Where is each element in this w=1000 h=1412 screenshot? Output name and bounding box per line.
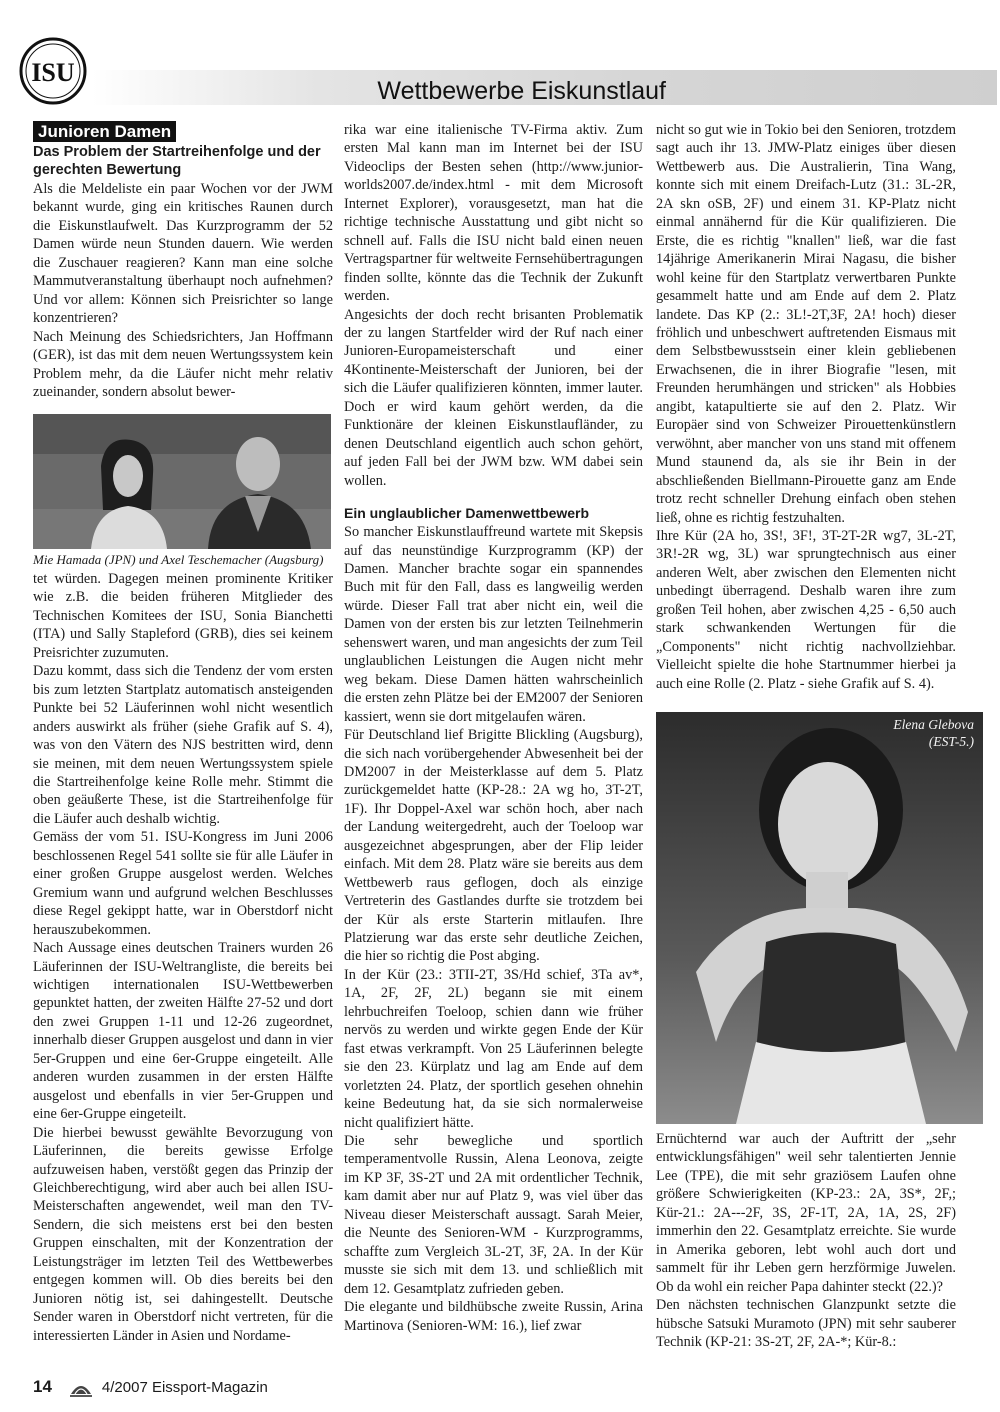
paragraph: Die elegante und bildhübsche zweite Russin, Arina Martinova (Senioren-WM: 16.), lief zwar [344, 1299, 643, 1334]
paragraph: Die sehr bewegliche und sportlich temperamentvolle Russin, Alena Leonova, zeigte im KP 3F, 3S-2T und 2A mit ordentlicher Technik, kam damit aber nur auf Platz 9, was viel über das Niveau dieser Meisterschaft aussagt. Sarah Meier, die Neunte des Senioren-WM - Kurzprogramms, schaffte zum Vergleich 3L-2T, 3F, 2A. In der Kür musste sie sich mit dem 13. und schließlich mit dem 12. Gesamtplatz zufrieden geben. [344, 1133, 643, 1297]
paragraph: rika war eine italienische TV-Firma aktiv. Zum ersten Mal kann man im Internet bei der ISU Videoclips der Besten sehen (http://www.junior-worlds2007.de/index.html - mit dem Microsoft Internet Explorer), vorausgesetzt, man hat die richtige technische Ausstattung und gibt nicht so schnell auf. Falls die ISU nicht bald einen neuen Vertragspartner für weltweite Fernsehübertragungen finden sollte, könnte das die Technik der Zukunft werden. [344, 122, 643, 305]
section-label: Junioren Damen [33, 121, 176, 142]
paragraph: Als die Meldeliste ein paar Wochen vor der JWM bekannt wurde, ging ein kritisches Raunen durch die Eiskunstlaufwelt. Das Kurzprogramm der 52 Damen würde neun Stunden dauern. Wie werden die Zuschauer reagieren? Kann man eine solche Mammutveranstaltung überhaupt noch aufnehmen? Und vor allem: Können sich Preisrichter so lange konzentrieren? [33, 181, 333, 327]
page-title: Wettbewerbe Eiskunstlauf [377, 77, 666, 105]
article-headline: Das Problem der Startreihenfolge und der gerechten Bewertung [33, 144, 321, 178]
magazine-emblem-icon [68, 1374, 94, 1400]
photo-skater [656, 712, 983, 1124]
paragraph: Nach Aussage eines deutschen Trainers wurden 26 Läuferinnen der ISU-Weltrangliste, die bereits bei wichtigen internationalen ISU-Wettbewerben gepunktet hatten, der zweiten Hälfte 27-52 und dort den zwei Gruppen 1-11 und 12-26 zugeordnet, innerhalb dieser Gruppen ausgelost und dann in vier 5er-Gruppen und eine 6er-Gruppe eingeteilt. Alle anderen wurden zusammen in der ersten Hälfte ausgelost und ebenfalls in vier 5er-Gruppen und eine 6er-Gruppe eingeteilt. [33, 940, 333, 1123]
article-column-1 [33, 121, 333, 401]
photo-caption: Mie Hamada (JPN) und Axel Teschemacher (Augsburg) [33, 552, 324, 567]
paragraph: Gemäss der vom 51. ISU-Kongress im Juni 2006 beschlossenen Regel 541 sollte sie für alle Läufer in einer großen Gruppe ausgelost werden. Welches Gremium wann und aufgrund welchen Beschlusses diese Regel gekippt hatte, war in Oberstdorf nicht herauszubekommen. [33, 829, 333, 938]
paragraph: Nach Meinung des Schiedsrichters, Jan Hoffmann (GER), ist das mit dem neuen Wertungssystem kein Problem mehr, da die Läufer nicht mehr relativ zueinander, sondern absolut bewer- [33, 328, 333, 400]
paragraph: Dazu kommt, dass sich die Tendenz der vom ersten bis zum letzten Startplatz automatisch ansteigenden Punkte bei 52 Läuferinnen wohl nicht wesentlich anders auswirkt als früher (siehe Grafik auf S. 4), was von den Vätern des NJS bestritten wird, denn sie meinen, mit dem neuen Wertungssystem spiele die Startreihenfolge keine Rolle mehr. Stimmt die oben geäußerte These, ist die Startreihenfolge für die Läufer auch deshalb wichtig. [33, 663, 333, 827]
paragraph: nicht so gut wie in Tokio bei den Senioren, trotzdem sagt auch ihr 13. JMW-Platz einiges über diesen Wettbewerb aus. Die Australierin, Tina Wang, konnte sich mit einem Dreifach-Lutz (31.: 3L-2R, 2A skn oSB, 2F) und einem 31. KP-Platz nicht einmal annähernd für die Kür qualifizieren. Die Erste, die es richtig "knallen" ließ, war die fast 14jährige Amerikanerin Mirai Nagasu, die bisher wohl keine für den Startplatz verwertbaren Punkte gesammelt hatte und am Ende auf dem 2. Platz landete. Das KP (2.: 3L!-2T,3F, 2A! hoch) dieser fröhlich und unbeschwert auftretenden Eismaus mit dem Selbstbewusstsein einer klein gebliebenen Erwachsenen, die in ihrer Biografie "lesen, mit Freunden herumhängen und stricken" als Hobbies angibt, katapultierte sie auf den 2. Platz. Wir Europäer sind von Schweizer Pirouettenkünstlern verwöhnt, aber mancher von uns stand mit offenem Mund staunend da, als sie ihr Bein in der abschließenden Biellmann-Pirouette ganz am Ende trotz recht schneller Drehung einfach oben stehen ließ, ohne es richtig festzuhalten. [656, 122, 956, 526]
paragraph: tet würden. Dagegen meinen prominente Kritiker wie z.B. die beiden früheren Mitglieder des Technischen Komitees der ISU, Sonia Bianchetti (ITA) und Sally Stapleford (GRB), dies sei keinem Preisrichter zuzumuten. [33, 571, 333, 661]
paragraph: Für Deutschland lief Brigitte Blickling (Augsburg), die sich nach vorübergehender Abwesenheit bei der DM2007 in der Meisterklasse auf dem 5. Platz zurückgemeldet hatte (KP-28.: 2A wg ho, 3T-2T, 1F). Ihr Doppel-Axel war schön hoch, aber nach der Landung weitergedreht, auch der Toeloop war ausgezeichnet abgesprungen, aber der Flip leider einfach. Mit dem 28. Platz wäre sie bereits aus dem Wettbewerb raus geflogen, doch als einzige Vertreterin des Gastlandes durfte sie trotzdem bei der Kür als erste Starterin mitlaufen. Ihre Platzierung war das erste sehr deutliche Zeichen, die hier so richtig die Post abging. [344, 727, 643, 965]
page-footer [33, 1374, 268, 1400]
isu-logo-text: ISU [31, 58, 75, 87]
isu-logo [18, 36, 88, 106]
photo-caption-skater [893, 716, 974, 750]
paragraph: So mancher Eiskunstlauffreund wartete mit Skepsis auf das neunstündige Kurzprogramm (KP) der Damen. Mancher brachte sogar ein spannendes Buch mit für den Fall, dass es langweilig werden würde. Dieser Fall trat aber nicht ein, weil die Damen von der ersten bis zur letzten Teilnehmerin sehenswert waren, und man angesichts der zum Teil unglaublichen Leistungen die Augen nicht mehr weg bekam. Diese Damen hätten wahrscheinlich die ersten zehn Plätze bei der EM2007 der Senioren kassiert, wenn sie dort mitgelaufen wären. [344, 524, 643, 725]
article-column-2 [344, 121, 643, 1335]
paragraph: Ihre Kür (2A ho, 3S!, 3F!, 3T-2T-2R wg7, 3L-2T, 3R!-2R wg, 3L) war sprungtechnisch aus einer anderen Welt, aber zwischen den Elementen nicht unbedingt überragend. Deshalb waren ihre zum großen Teil hohen, aber zwischen 4,25 - 6,50 auch stark schwankenden Wertungen für die „Components" nicht richtig nachvollziehbar. Vielleicht spielte die hohe Startnummer hierbei ja auch eine Rolle (2. Platz - siehe Grafik auf S. 4). [656, 527, 956, 692]
issue-label: 4/2007 Eissport-Magazin [101, 1378, 268, 1396]
paragraph: Ernüchternd war auch der Auftritt der „sehr entwicklungsfähigen" weil sehr talentierten Jennie Lee (TPE), die mit sehr graziösem Laufen ohne größere Schwierigkeiten (KP-23.: 2A, 3S*, 2F,; Kür-21.: 2A---2F, 3S, 2F-1T, 2A, 1A, 2S, 2F) immerhin den 22. Gesamtplatz erreichte. Sie wurde in Amerika geboren, lebt wohl auch dort und sammelt für ihr Leben gern herzförmige Juwelen. Ob da wohl ein reicher Papa dahinter steckt (22.)? [656, 1131, 956, 1295]
skater-name: Elena Glebova [893, 717, 974, 732]
paragraph: Angesichts der doch recht brisanten Problematik der zu langen Startfelder wird der Ruf nach einer Junioren-Europameisterschaft und einer 4Kontinente-Meisterschaft der Junioren, bei der sich die Läufer qualifizieren könnten, immer lauter. Doch er wird kaum gehört werden, da die Funktionäre der kleinen Eiskunstlaufländer, zu denen Deutschland eigentlich auch schon gehört, auf jeden Fall bei der JWM bzw. WM dabei sein wollen. [344, 306, 643, 489]
photo-judges [33, 414, 331, 549]
article-column-3 [656, 121, 956, 693]
paragraph: In der Kür (23.: 3TII-2T, 3S/Hd schief, 3Ta av*, 1A, 2F, 2F, 2L) begann sie mit einem lehrbuchreifen Toeloop, schien dann wie früher nervös zu werden und wirkte gegen Ende der Kür fast etwas verkrampft. Von 25 Läuferinnen belegte sie den 23. Kürplatz und lag am Ende auf dem vorletzten 24. Platz, der sportlich gesehen ohnehin keine Bedeutung hat, da sie sich normalerweise nicht qualifiziert hätte. [344, 966, 643, 1131]
paragraph: Den nächsten technischen Glanzpunkt setzte die hübsche Satsuki Muramoto (JPN) mit sehr sauberer Technik (KP-21: 3S-2T, 2F, 2A-*; Kür-8.: [656, 1297, 956, 1350]
paragraph: Die hierbei bewusst gewählte Bevorzugung von Läuferinnen, die bereits gewisse Erfolge aufzuweisen haben, verstößt gegen das Prinzip der Gleichberechtigung, wird aber auch bei allen ISU-Meisterschaften angewendet, weil man den TV-Sendern, die sich meistens erst bei den besten Gruppen einschalten, mit der Konzentration der Leistungsträger im letzten Teil des Wettbewerbes entgegen kommen will. Ob dies bereits bei den Junioren nötig ist, sei dahingestellt. Deutsche Sender waren in Oberstdorf nicht vertreten, für die interessierten Länder in Asien und Nordame- [33, 1124, 333, 1344]
article-column-3-continued [656, 1130, 956, 1351]
article-column-1-continued [33, 570, 333, 1345]
skater-detail: (EST-5.) [928, 734, 974, 749]
section-subheading: Ein unglaublicher Damenwettbewerb [344, 505, 590, 522]
page-number: 14 [33, 1377, 52, 1396]
